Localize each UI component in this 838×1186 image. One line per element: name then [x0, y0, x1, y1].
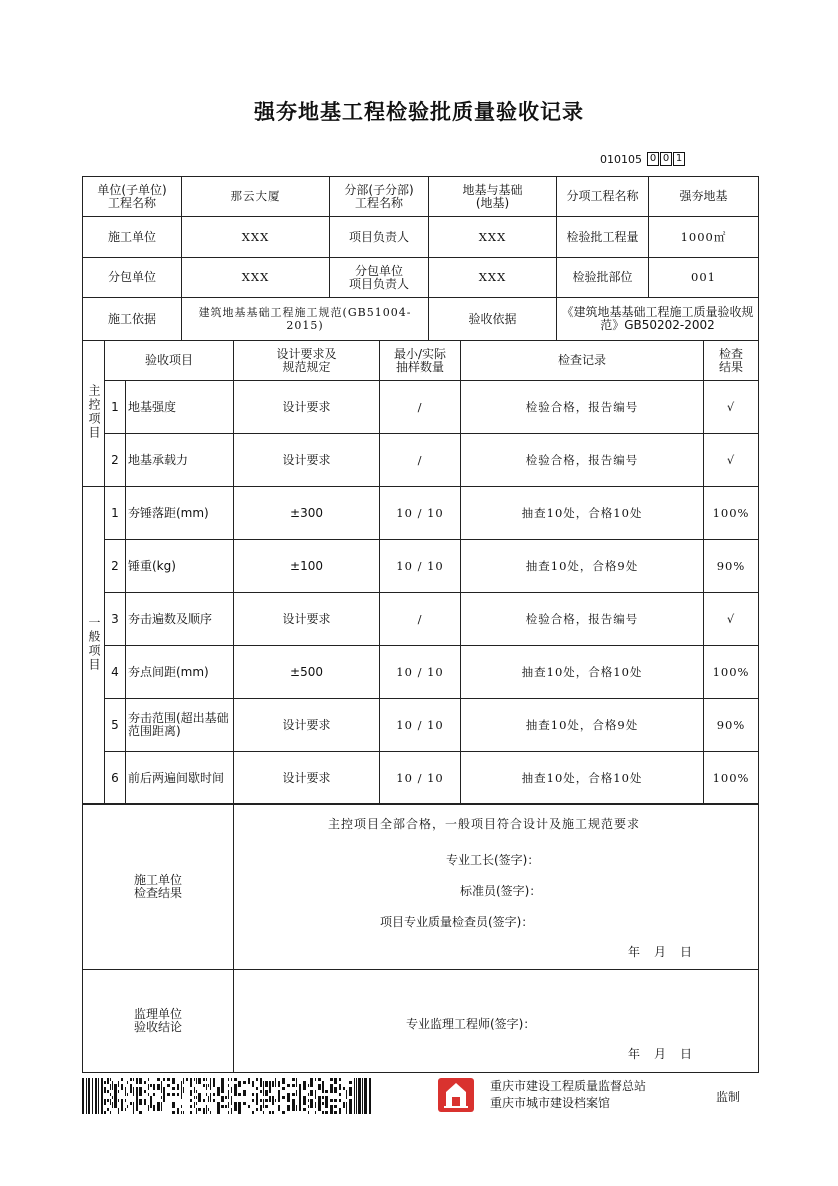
item-no: 3 [105, 593, 126, 646]
document-number-prefix: 010105 [600, 152, 642, 166]
item-sample: / [380, 381, 461, 434]
batch-qty-value: 1000㎡ [649, 217, 759, 258]
check-result-area [234, 804, 759, 970]
item-no: 1 [105, 487, 126, 540]
item-result: √ [704, 434, 759, 487]
item-result: √ [704, 381, 759, 434]
basis-value: 建筑地基基础工程施工规范(GB51004-2015) [182, 298, 429, 341]
supervised-label: 监制 [716, 1090, 741, 1104]
general-group-text: 一般项目 [87, 616, 101, 672]
item-design: 设计要求 [234, 593, 380, 646]
table-row [83, 487, 759, 540]
item-no: 2 [105, 434, 126, 487]
table-row [83, 381, 759, 434]
document-number-digit: 1 [673, 152, 685, 166]
item-record: 抽查10处，合格9处 [461, 699, 704, 752]
pm-label: 项目负责人 [330, 217, 429, 258]
item-sample: / [380, 593, 461, 646]
division-value: 地基与基础 (地基) [429, 177, 557, 217]
sub-pm-value: XXX [429, 258, 557, 298]
col-item: 验收项目 [105, 341, 234, 381]
item-result: 90% [704, 540, 759, 593]
document-number [600, 152, 685, 166]
check-result-label: 施工单位 检查结果 [83, 804, 234, 970]
division-label: 分部(子分部) 工程名称 [330, 177, 429, 217]
batch-qty-label: 检验批工程量 [557, 217, 649, 258]
accept-basis-value: 《建筑地基基础工程施工质量验收规范》GB50202-2002 [557, 298, 759, 341]
item-no: 6 [105, 752, 126, 805]
check-result-date[interactable]: 年 月 日 [628, 945, 694, 959]
main-group-text: 主控项目 [87, 384, 101, 440]
item-design: 设计要求 [234, 699, 380, 752]
item-record: 检验合格，报告编号 [461, 593, 704, 646]
document-number-digit: 0 [660, 152, 672, 166]
supervision-area [234, 970, 759, 1073]
accept-basis-label: 验收依据 [429, 298, 557, 341]
item-record: 抽查10处，合格9处 [461, 540, 704, 593]
item-result: 100% [704, 487, 759, 540]
org-quality-station: 重庆市建设工程质量监督总站 [490, 1079, 647, 1093]
constructor-value: XXX [182, 217, 330, 258]
item-sample: 10 / 10 [380, 487, 461, 540]
engineer-signature[interactable]: 专业监理工程师(签字)： [406, 1017, 536, 1031]
standard-signature[interactable]: 标准员(签字)： [460, 884, 542, 898]
item-result: 100% [704, 646, 759, 699]
barcode-image [82, 1078, 374, 1114]
item-record: 检验合格，报告编号 [461, 381, 704, 434]
item-sample: 10 / 10 [380, 540, 461, 593]
item-name: 夯点间距(mm) [126, 646, 234, 699]
item-result: √ [704, 593, 759, 646]
item-sample: 10 / 10 [380, 646, 461, 699]
signature-table [82, 803, 759, 1073]
item-no: 1 [105, 381, 126, 434]
item-sample: 10 / 10 [380, 699, 461, 752]
header-table [82, 176, 759, 341]
subitem-label: 分项工程名称 [557, 177, 649, 217]
item-name: 锤重(kg) [126, 540, 234, 593]
item-record: 检验合格，报告编号 [461, 434, 704, 487]
inspector-signature[interactable]: 项目专业质量检查员(签字)： [380, 915, 534, 929]
check-result-conclusion: 主控项目全部合格，一般项目符合设计及施工规范要求 [328, 817, 641, 831]
item-no: 5 [105, 699, 126, 752]
unit-label: 单位(子单位) 工程名称 [83, 177, 182, 217]
item-name: 地基承载力 [126, 434, 234, 487]
subitem-value: 强夯地基 [649, 177, 759, 217]
item-name: 地基强度 [126, 381, 234, 434]
col-sample: 最小/实际 抽样数量 [380, 341, 461, 381]
general-group-label [83, 487, 105, 805]
batch-part-label: 检验批部位 [557, 258, 649, 298]
table-row [83, 593, 759, 646]
table-row [83, 540, 759, 593]
col-result: 检查 结果 [704, 341, 759, 381]
table-row [83, 752, 759, 805]
main-group-label [83, 341, 105, 487]
item-design: 设计要求 [234, 752, 380, 805]
item-design: 设计要求 [234, 434, 380, 487]
item-result: 90% [704, 699, 759, 752]
inspection-table [82, 340, 759, 805]
footer [82, 1076, 758, 1116]
supervision-label: 监理单位 验收结论 [83, 970, 234, 1073]
basis-label: 施工依据 [83, 298, 182, 341]
item-name: 夯击遍数及顺序 [126, 593, 234, 646]
quality-station-logo-icon [438, 1078, 474, 1112]
org-archives: 重庆市城市建设档案馆 [490, 1096, 611, 1110]
item-result: 100% [704, 752, 759, 805]
item-sample: / [380, 434, 461, 487]
supervision-date[interactable]: 年 月 日 [628, 1047, 694, 1061]
page-title: 强夯地基工程检验批质量验收记录 [254, 100, 584, 124]
item-design: ±300 [234, 487, 380, 540]
item-design: ±100 [234, 540, 380, 593]
document-number-digit: 0 [647, 152, 659, 166]
item-sample: 10 / 10 [380, 752, 461, 805]
sub-pm-label: 分包单位 项目负责人 [330, 258, 429, 298]
item-design: ±500 [234, 646, 380, 699]
table-row [83, 646, 759, 699]
item-name: 前后两遍间歇时间 [126, 752, 234, 805]
unit-value: 那云大厦 [182, 177, 330, 217]
item-no: 2 [105, 540, 126, 593]
pm-value: XXX [429, 217, 557, 258]
constructor-label: 施工单位 [83, 217, 182, 258]
col-record: 检查记录 [461, 341, 704, 381]
table-row [83, 434, 759, 487]
table-row [83, 699, 759, 752]
item-record: 抽查10处，合格10处 [461, 487, 704, 540]
sub-value: XXX [182, 258, 330, 298]
col-design: 设计要求及 规范规定 [234, 341, 380, 381]
item-design: 设计要求 [234, 381, 380, 434]
item-name: 夯击范围(超出基础范围距离) [126, 699, 234, 752]
org-names [490, 1078, 646, 1112]
batch-part-value: 001 [649, 258, 759, 298]
item-no: 4 [105, 646, 126, 699]
item-record: 抽查10处，合格10处 [461, 646, 704, 699]
foreman-signature[interactable]: 专业工长(签字)： [446, 853, 540, 867]
sub-label: 分包单位 [83, 258, 182, 298]
item-record: 抽查10处，合格10处 [461, 752, 704, 805]
item-name: 夯锤落距(mm) [126, 487, 234, 540]
